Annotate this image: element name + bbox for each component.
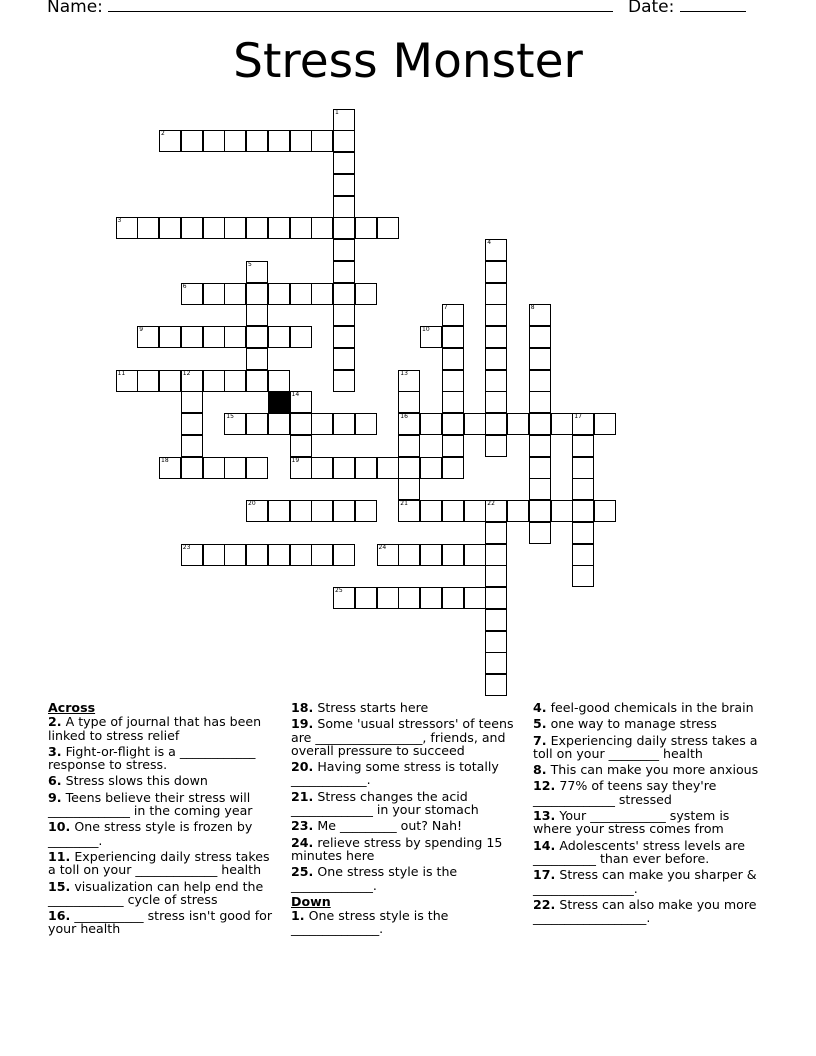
grid-cell[interactable] [485,283,507,305]
grid-cell[interactable] [464,413,486,435]
grid-cell[interactable] [137,370,159,392]
grid-cell[interactable] [137,217,159,239]
grid-cell[interactable] [398,544,420,566]
name-label: Name: [47,0,103,17]
grid-cell[interactable] [485,674,507,696]
grid-cell-number: 4 [487,239,492,246]
grid-cell[interactable] [246,326,268,348]
clue-down-22: 22. Stress can also make you more __________________. [533,896,757,926]
clue-down-7: 7. Experiencing daily stress takes a toll on your ________ health [533,732,758,761]
grid-cell[interactable] [181,326,203,348]
grid-cell[interactable] [333,326,355,348]
grid-cell[interactable] [485,522,507,544]
clue-down-17: 17. Stress can make you sharper & ________________. [533,867,757,896]
grid-cell[interactable] [355,500,377,522]
grid-cell[interactable] [442,500,464,522]
grid-cell[interactable] [442,587,464,609]
grid-cell-number: 25 [335,587,343,594]
grid-cell[interactable] [485,565,507,587]
date-label: Date: [628,0,675,17]
grid-cell[interactable] [485,304,507,326]
grid-cell[interactable] [181,370,203,392]
grid-cell[interactable] [333,304,355,326]
grid-cell-number: 2 [161,130,165,138]
clue-across-25: 25. One stress style is the _____________. [291,864,458,893]
grid-cell[interactable] [246,544,268,566]
grid-cell[interactable] [224,370,246,392]
grid-cell[interactable] [311,457,333,479]
clue-across-20: 20. Having some stress is totally ____________. [291,759,499,788]
across-heading: Across [48,700,96,715]
clue-across-19: 19. Some 'usual stressors' of teens are _________________, friends, and overall pressure to succeed [291,716,514,758]
grid-cell[interactable] [485,391,507,413]
clue-across-9: 9. Teens believe their stress will _____________ in the coming year [48,789,253,819]
grid-cell[interactable] [268,370,290,392]
grid-cell[interactable] [551,500,573,522]
grid-cell[interactable] [268,217,290,239]
grid-cell[interactable] [442,348,464,370]
grid-cell-number: 21 [400,500,408,507]
grid-cell-number: 12 [182,369,191,377]
clue-across-15: 15. visualization can help end the ____________ cycle of stress [48,878,264,907]
grid-cell[interactable] [442,304,464,326]
clues-column-3 [533,701,765,927]
grid-cell[interactable] [333,413,355,435]
grid-cell[interactable] [529,500,551,522]
grid-cell[interactable] [137,326,159,348]
grid-cell[interactable] [377,217,399,239]
grid-cell[interactable] [398,413,420,435]
grid-cell[interactable] [246,370,268,392]
clue-across-21: 21. Stress changes the acid _____________ in your stomach [291,788,479,818]
grid-cell[interactable] [355,217,377,239]
grid-cell[interactable] [485,609,507,631]
grid-cell[interactable] [420,413,442,435]
grid-cell[interactable] [485,370,507,392]
grid-cell[interactable] [333,348,355,370]
grid-cell[interactable] [529,391,551,413]
page-title: Stress Monster [233,34,583,89]
grid-cell-number: 6 [182,282,187,290]
clues-column-1 [48,701,280,939]
grid-cell[interactable] [355,283,377,305]
grid-cell[interactable] [594,500,616,522]
grid-cell[interactable] [529,522,551,544]
grid-cell[interactable] [333,196,355,218]
grid-cell[interactable] [529,304,551,326]
grid-cell[interactable] [442,435,464,457]
grid-cell[interactable] [333,130,355,152]
grid-cell[interactable] [290,457,312,479]
grid-cell[interactable] [420,326,442,348]
grid-cell[interactable] [333,239,355,261]
grid-cell[interactable] [246,348,268,370]
grid-cell-number: 22 [487,500,495,507]
grid-cell-number: 11 [117,369,126,377]
grid-cell[interactable] [485,587,507,609]
grid-cell-number: 14 [291,391,300,399]
grid-cell[interactable] [485,239,507,261]
grid-cell[interactable] [181,283,203,305]
grid-cell[interactable] [572,500,594,522]
grid-cell[interactable] [311,130,333,152]
grid-cell[interactable] [398,587,420,609]
grid-cell[interactable] [290,283,312,305]
grid-cell[interactable] [224,283,246,305]
grid-cell[interactable] [485,261,507,283]
grid-cell[interactable] [203,217,225,239]
clues-column-2 [291,701,523,939]
grid-cell[interactable] [398,500,420,522]
grid-cell[interactable] [268,130,290,152]
grid-cell[interactable] [377,544,399,566]
clue-across-24: 24. relieve stress by spending 15 minutes here [291,834,503,863]
clue-across-11: 11. Experiencing daily stress takes a toll on your _____________ health [48,848,270,878]
clue-down-8: 8. This can make you more anxious [533,762,759,778]
clue-across-2: 2. A type of journal that has been linked to stress relief [48,714,262,743]
grid-cell[interactable] [159,217,181,239]
grid-cell[interactable] [290,326,312,348]
grid-cell[interactable] [181,413,203,435]
grid-cell[interactable] [529,457,551,479]
grid-cell[interactable] [464,500,486,522]
grid-cell[interactable] [572,544,594,566]
grid-cell[interactable] [203,544,225,566]
grid-cell[interactable] [181,217,203,239]
grid-cell[interactable] [333,283,355,305]
grid-cell[interactable] [333,217,355,239]
grid-cell[interactable] [246,457,268,479]
grid-cell[interactable] [159,130,181,152]
grid-cell[interactable] [203,130,225,152]
clue-across-3: 3. Fight-or-flight is a ____________ response to stress. [48,743,256,773]
grid-cell[interactable] [159,457,181,479]
grid-cell[interactable] [333,109,355,131]
grid-cell[interactable] [311,544,333,566]
grid-cell[interactable] [333,500,355,522]
grid-cell[interactable] [311,500,333,522]
grid-cell-number: 5 [248,260,252,268]
grid-cell[interactable] [398,457,420,479]
clue-down-12: 12. 77% of teens say they're _____________ stressed [533,778,717,807]
clue-across-18: 18. Stress starts here [291,700,429,715]
grid-cell[interactable] [398,391,420,413]
grid-cell[interactable] [268,544,290,566]
clue-down-13: 13. Your ____________ system is where your stress comes from [533,808,730,837]
grid-cell[interactable] [290,217,312,239]
grid-cell[interactable] [420,457,442,479]
grid-cell-number: 3 [117,217,122,225]
grid-cell[interactable] [246,217,268,239]
grid-cell[interactable] [181,544,203,566]
down-heading: Down [291,893,331,909]
grid-cell-number: 24 [378,543,387,551]
grid-cell[interactable] [442,413,464,435]
grid-cell-number: 9 [139,326,144,333]
grid-cell-number: 23 [182,543,191,551]
grid-cell[interactable] [398,435,420,457]
grid-cell[interactable] [442,544,464,566]
clue-down-4: 4. feel-good chemicals in the brain [533,700,754,715]
grid-cell[interactable] [246,413,268,435]
grid-cell[interactable] [442,391,464,413]
grid-cell[interactable] [485,348,507,370]
grid-cell[interactable] [551,413,573,435]
grid-cell[interactable] [290,544,312,566]
grid-cell-number: 13 [400,369,408,377]
grid-cell[interactable] [355,587,377,609]
grid-cell[interactable] [246,283,268,305]
grid-cell-number: 16 [400,413,408,420]
grid-cell[interactable] [420,544,442,566]
grid-cell[interactable] [377,457,399,479]
grid-cell[interactable] [333,544,355,566]
grid-cell[interactable] [529,478,551,500]
clue-across-6: 6. Stress slows this down [48,773,208,789]
grid-cell[interactable] [464,587,486,609]
grid-cell[interactable] [181,391,203,413]
grid-cell[interactable] [485,631,507,653]
grid-cell[interactable] [442,370,464,392]
grid-cell[interactable] [507,413,529,435]
grid-cell[interactable] [442,326,464,348]
grid-cell[interactable] [116,217,138,239]
grid-cell[interactable] [246,500,268,522]
grid-cell[interactable] [333,370,355,392]
grid-cell[interactable] [355,457,377,479]
grid-cell-number: 17 [574,413,582,420]
grid-black-cell [268,391,290,413]
grid-cell[interactable] [333,587,355,609]
grid-cell[interactable] [572,457,594,479]
grid-cell[interactable] [420,500,442,522]
grid-cell[interactable] [181,130,203,152]
grid-cell[interactable] [507,500,529,522]
grid-cell[interactable] [203,326,225,348]
grid-cell[interactable] [224,130,246,152]
grid-cell[interactable] [290,435,312,457]
grid-cell[interactable] [355,413,377,435]
clue-across-16: 16. ___________ stress isn't good for your health [48,908,273,937]
grid-cell[interactable] [246,261,268,283]
grid-cell[interactable] [159,326,181,348]
grid-cell[interactable] [529,435,551,457]
grid-cell[interactable] [333,261,355,283]
grid-cell[interactable] [181,435,203,457]
grid-cell[interactable] [333,457,355,479]
grid-cell[interactable] [485,500,507,522]
grid-cell[interactable] [268,413,290,435]
grid-cell[interactable] [268,283,290,305]
grid-cell[interactable] [181,457,203,479]
grid-cell[interactable] [290,413,312,435]
grid-cell[interactable] [594,413,616,435]
grid-cell[interactable] [290,391,312,413]
grid-cell[interactable] [224,413,246,435]
grid-cell[interactable] [464,544,486,566]
grid-cell[interactable] [485,544,507,566]
grid-cell[interactable] [116,370,138,392]
grid-cell[interactable] [311,283,333,305]
grid-cell[interactable] [203,370,225,392]
grid-cell[interactable] [203,283,225,305]
grid-cell[interactable] [529,348,551,370]
clue-down-1: 1. One stress style is the ______________. [291,908,449,937]
grid-cell[interactable] [485,652,507,674]
grid-cell[interactable] [268,500,290,522]
grid-cell[interactable] [442,457,464,479]
grid-cell[interactable] [224,544,246,566]
clue-across-10: 10. One stress style is frozen by ________. [48,819,253,848]
grid-cell-number: 7 [443,304,448,312]
grid-cell-number: 8 [530,304,535,312]
grid-cell-number: 10 [422,326,430,333]
grid-cell[interactable] [398,370,420,392]
grid-cell[interactable] [203,457,225,479]
grid-cell[interactable] [485,435,507,457]
grid-cell[interactable] [529,413,551,435]
grid-cell[interactable] [485,413,507,435]
grid-cell[interactable] [290,130,312,152]
grid-cell[interactable] [572,435,594,457]
grid-cell-number: 19 [291,456,300,464]
grid-cell-number: 20 [248,500,256,507]
grid-cell[interactable] [311,413,333,435]
grid-cell[interactable] [572,522,594,544]
clue-across-23: 23. Me _________ out? Nah! [291,818,463,834]
grid-cell[interactable] [333,174,355,196]
grid-cell[interactable] [268,326,290,348]
grid-cell[interactable] [311,217,333,239]
grid-cell[interactable] [529,326,551,348]
grid-cell[interactable] [420,587,442,609]
grid-cell[interactable] [398,478,420,500]
grid-cell-number: 15 [226,413,234,420]
grid-cell-number: 1 [335,108,339,116]
grid-cell[interactable] [572,413,594,435]
grid-cell[interactable] [246,130,268,152]
clue-down-5: 5. one way to manage stress [533,716,717,732]
grid-cell[interactable] [572,478,594,500]
grid-cell[interactable] [246,304,268,326]
grid-cell-number: 18 [161,456,169,464]
grid-cell[interactable] [224,217,246,239]
grid-cell[interactable] [572,565,594,587]
grid-cell[interactable] [159,370,181,392]
grid-cell[interactable] [290,500,312,522]
grid-cell[interactable] [224,326,246,348]
grid-cell[interactable] [377,587,399,609]
grid-cell[interactable] [529,370,551,392]
grid-cell[interactable] [224,457,246,479]
grid-cell[interactable] [333,152,355,174]
clue-down-14: 14. Adolescents' stress levels are __________ than ever before. [533,837,745,866]
grid-cell[interactable] [485,326,507,348]
